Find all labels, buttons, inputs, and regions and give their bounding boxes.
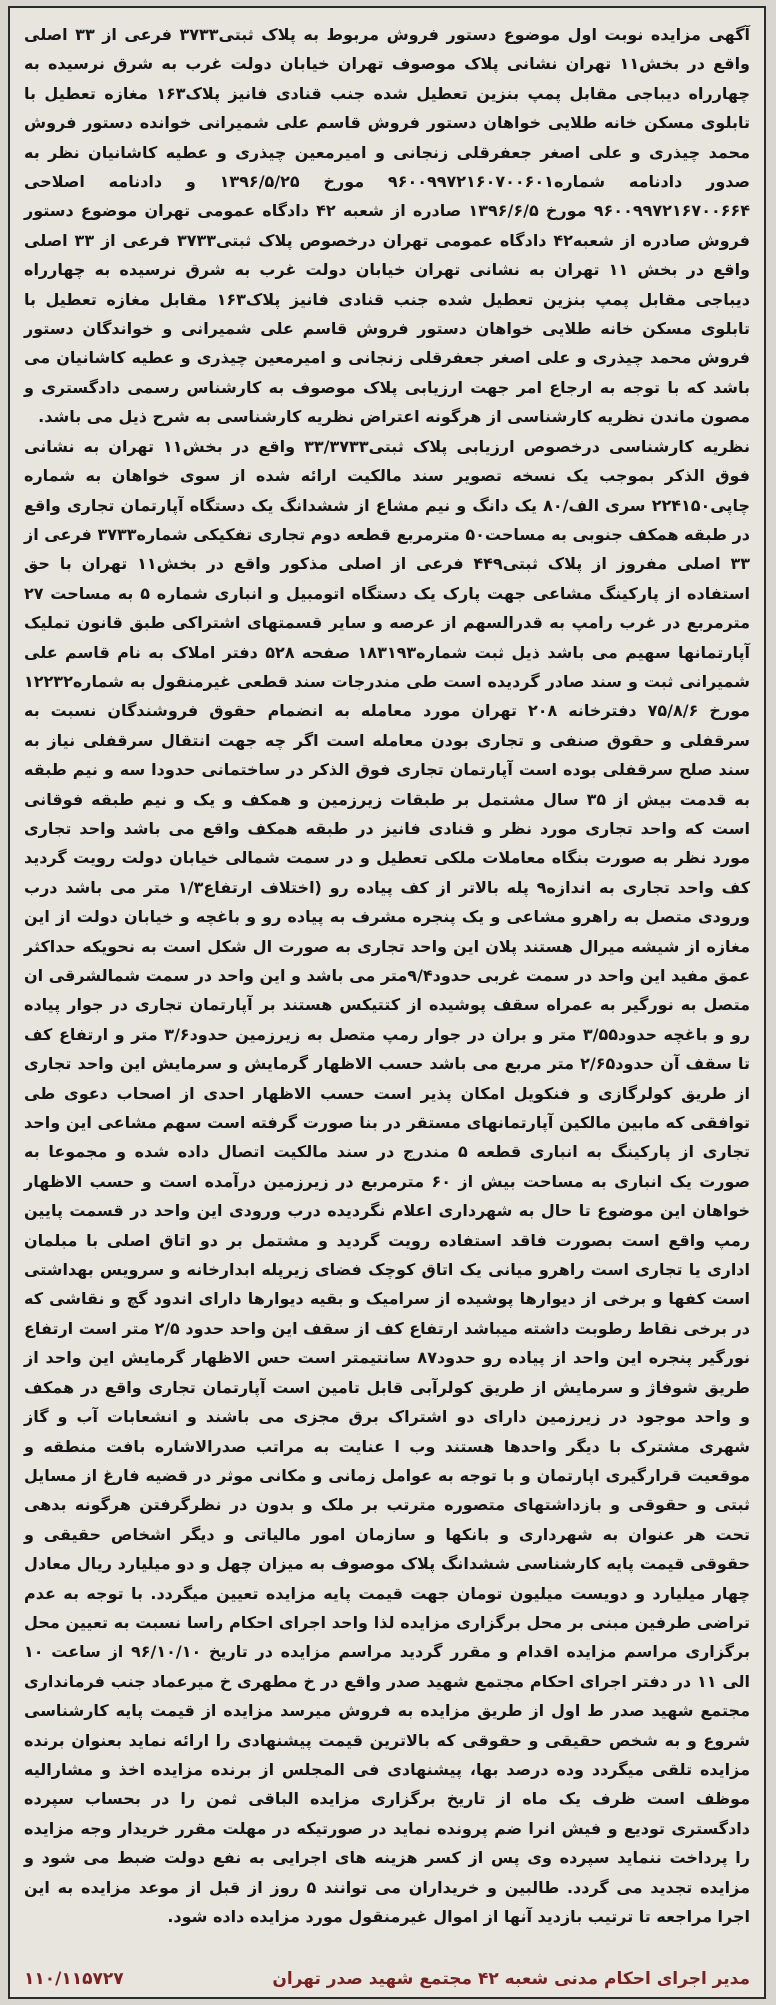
notice-paragraph-1: آگهی مزایده نوبت اول موضوع دستور فروش مربوط به پلاک ثبتی۳۷۳۳ فرعی از ۳۳ اصلی واقع در بخش۱۱ تهران نشانی پلاک موصوف تهران خیابان دولت غرب به شرق نرسیده به چهارراه دیباجی مقابل پمپ بنزین تعطیل شده جنب قنادی فانیز پلاک۱۶۳ مغازه تعطیل با تابلوی مسکن خانه طلایی خواهان دستور فروش قاسم علی شمیرانی خوانده دستور فروش محمد چیذری و علی اصغر جعفرقلی زنجانی و امیرمعین چیذری و عطیه کاشانیان نظر به صدور دادنامه شماره۹۶۰۰۹۹۷۲۱۶۰۷۰۰۶۰۱ مورخ ۱۳۹۶/۵/۲۵ و دادنامه اصلاحی ۹۶۰۰۹۹۷۲۱۶۷۰۰۶۶۴ مورخ ۱۳۹۶/۶/۵ صادره از شعبه ۴۲ دادگاه عمومی تهران موضوع دستور فروش صادره از شعبه۴۲ دادگاه عمومی تهران درخصوص پلاک ثبتی۳۷۳۳ فرعی از ۳۳ اصلی واقع در بخش ۱۱ تهران به نشانی تهران خیابان دولت غرب به شرق نرسیده به چهارراه دیباجی مقابل پمپ بنزین تعطیل شده جنب قنادی فانیز پلاک۱۶۳ مقابل مغازه تعطیل با تابلوی مسکن خانه طلایی خواهان دستور فروش قاسم علی شمیرانی و خواندگان دستور فروش محمد چیذری و علی اصغر جعفرقلی زنجانی و امیرمعین چیذری و عطیه کاشانیان می باشد که با توجه به ارجاع امر جهت ارزیابی پلاک موصوف به کارشناس رسمی دادگستری و مصون ماندن نظریه کارشناسی از هرگونه اعتراض نظریه کارشناسی به شرح ذیل می باشد. — [24, 25, 751, 427]
signer-line: مدیر اجرای احکام مدنی شعبه ۴۲ مجتمع شهید صدر تهران — [272, 1969, 750, 1989]
notice-footer — [24, 1969, 750, 1989]
auction-notice — [8, 6, 766, 1999]
notice-code: ۱۱۰/۱۱۵۷۲۷ — [24, 1969, 124, 1989]
notice-paragraph-2: نظریه کارشناسی درخصوص ارزیابی پلاک ثبتی۳۳/۳۷۳۳ واقع در بخش۱۱ تهران به نشانی فوق الذکر بموجب یک نسخه تصویر سند مالکیت ارائه شده از سوی خواهان به شماره چاپی۲۲۴۱۵۰ سری الف/۸۰ یک دانگ و نیم مشاع از ششدانگ یک دستگاه آپارتمان تجاری واقع در طبقه همکف جنوبی به مساحت۵۰ مترمربع قطعه دوم تجاری تفکیکی شماره۳۷۳۳ فرعی از ۳۳ اصلی مفروز از پلاک ثبتی۴۴۹ فرعی از اصلی مذکور واقع در بخش۱۱ تهران با حق استفاده از پارکینگ مشاعی جهت پارک یک دستگاه اتومبیل و انباری شماره ۵ به مساحت ۲۷ مترمربع در غرب رامپ به قدرالسهم از عرصه و سایر قسمتهای اشتراکی طبق قانون تملیک آپارتمانها سهیم می باشد ذیل ثبت شماره۱۸۳۱۹۳ صفحه ۵۲۸ دفتر املاک به نام قاسم علی شمیرانی ثبت و سند صادر گردیده است طی مندرجات سند قطعی غیرمنقول به شماره۱۲۲۳۲ مورخ ۷۵/۸/۶ دفترخانه ۲۰۸ تهران مورد معامله به انضمام حقوق فروشندگان نسبت به سرقفلی و حقوق صنفی و تجاری بودن معامله است اگر چه جهت انتقال سرقفلی نیاز به سند صلح سرقفلی بوده است آپارتمان تجاری فوق الذکر در ساختمانی حدودا سه و نیم طبقه به قدمت بیش از ۳۵ سال مشتمل بر طبقات زیرزمین و همکف و یک و نیم طبقه فوقانی است که واحد تجاری مورد نظر و قنادی فانیز در طبقه همکف واقع می باشد واحد تجاری مورد نظر به صورت بنگاه معاملات ملکی تعطیل و در سمت شمالی خیابان دولت رویت گردید کف واحد تجاری به اندازه۹ پله بالاتر از کف پیاده رو (اختلاف ارتفاع۱/۳ متر می باشد درب ورودی متصل به راهرو مشاعی و یک پنجره مشرف به پیاده رو و باغچه و خیابان دولت از این مغازه از شیشه میرال هستند پلان این واحد تجاری به صورت ال شکل است به نحویکه حداکثر عمق مفید این واحد در سمت غربی حدود۹/۴متر می باشد و این واحد در سمت شمالشرقی ان متصل به نورگیر به عمراه سقف پوشیده از کتتیکس هستند بر آپارتمان تجاری در جوار پیاده رو و باغچه حدود۳/۵۵ متر و بران در جوار رمپ متصل به زیرزمین حدود۳/۶ متر و ارتفاع کف تا سقف آن حدود۲/۶۵ متر مربع می باشد حسب الاظهار گرمایش و سرمایش این واحد تجاری از طریق کولرگازی و فنکویل امکان پذیر است حسب الاظهار احدی از اصحاب دعوی طی توافقی که مابین مالکین آپارتمانهای مستقر در بنا صورت گرفته است سهم مشاعی این واحد تجاری از پارکینگ به انباری قطعه ۵ مندرج در سند مالکیت اتصال داده شده و مجموعا به صورت یک انباری به مساحت بیش از ۶۰ مترمربع در زیرزمین درآمده است و حسب الاظهار خواهان این موضوع تا حال به شهرداری اعلام نگردیده درب ورودی این واحد در قسمت پایین رمپ واقع است بصورت فاقد استفاده رویت گردید و مشتمل بر دو اتاق اصلی با مبلمان اداری یا تجاری است راهرو میانی یک اتاق کوچک فضای زیرپله ابدارخانه و سرویس بهداشتی است کفها و برخی از دیوارها پوشیده از سرامیک و بقیه دیوارها دارای اندود گچ و نقاشی که در برخی نقاط رطوبت داشته میباشد ارتفاع کف از سقف این واحد حدود ۲/۵ متر است ارتفاع نورگیر پنجره این واحد از پیاده رو حدود۸۷ سانتیمتر است حس الاظهار گرمایش این واحد از طریق شوفاژ و سرمایش از طریق کولرآبی قابل تامین است آپارتمان تجاری واقع در همکف و واحد موجود در زیرزمین دارای دو اشتراک برق مجزی می باشند و انشعابات آب و گاز شهری مشترک با دیگر واحدها هستند وب ا عنایت به مراتب صدرالاشاره بافت منطقه و موقعیت قرارگیری اپارتمان و با توجه به عوامل زمانی و مکانی موثر در قضیه فارغ از مسایل ثبتی و حقوقی و بازداشتهای متصوره مترتب بر ملک و بدون در نظرگرفتن هرگونه بدهی تحت هر عنوان به شهرداری و بانکها و سازمان امور مالیاتی و دیگر اشخاص حقیقی و حقوقی قیمت پایه کارشناسی ششدانگ پلاک موصوف به میزان چهل و دو میلیارد ریال معادل چهار میلیارد و دویست میلیون تومان جهت قیمت پایه مزایده تعیین میگردد. با توجه به عدم تراضی طرفین مبنی بر محل برگزاری مزایده لذا واحد اجرای احکام راسا نسبت به تعیین محل برگزاری مراسم مزایده اقدام و مقرر گردید مراسم مزایده در تاریخ ۹۶/۱۰/۱۰ از ساعت ۱۰ الی ۱۱ در دفتر اجرای احکام مجتمع شهید صدر واقع در خ مطهری خ میرعماد جنب فرمانداری مجتمع شهید صدر ط اول از طریق مزایده به فروش میرسد مزایده از قیمت پایه کارشناسی شروع و به شخص حقیقی و حقوقی که بالاترین قیمت پیشنهادی را ارائه نماید بعنوان برنده مزایده تلقی میگردد وده درصد بها، پیشنهادی فی المجلس از برنده مزایده اخذ و مشارالیه موظف است ظرف یک ماه از تاریخ برگزاری مزایده الباقی ثمن را در بحساب سپرده دادگستری تودیع و فیش انرا ضم پرونده نماید در صورتیکه در مهلت مقرر خریدار وجه مزایده را پرداخت ننماید سپرده وی پس از کسر هزینه های اجرایی به نفع دولت ضبط می شود و مزایده تجدید می گردد. طالبین و خریداران می توانند ۵ روز از قبل از موعد مزایده به این اجرا مراجعه تا ترتیب بازدید آنها از اموال غیرمنقول مورد مزایده داده شود. — [24, 436, 751, 1926]
notice-body — [24, 20, 750, 1931]
